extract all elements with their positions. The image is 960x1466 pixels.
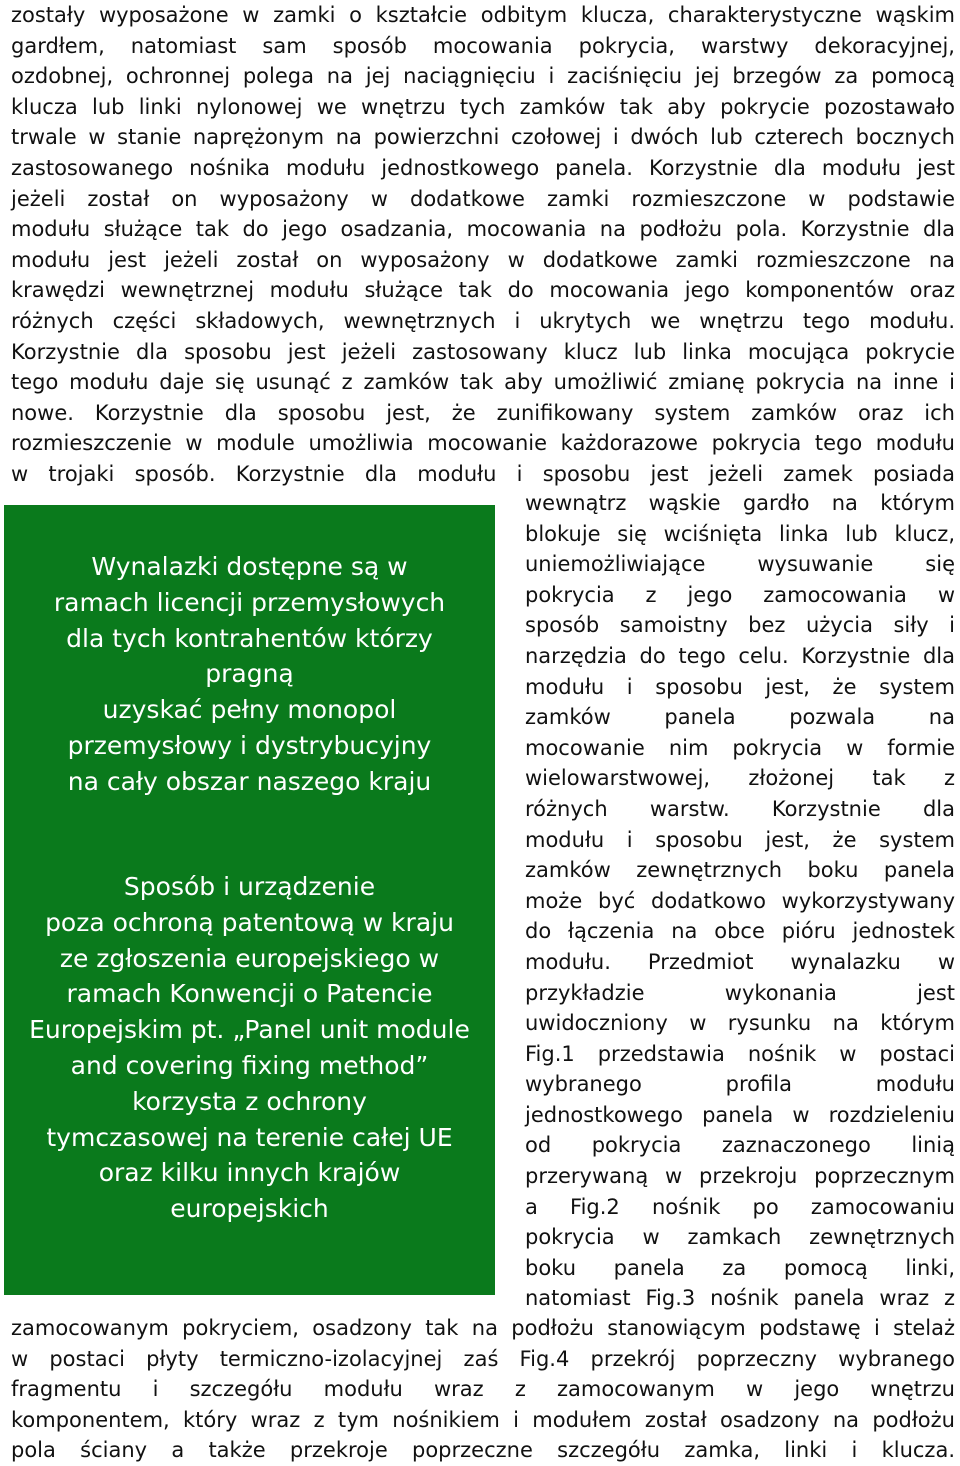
text-line: modułu. Przedmiot wynalazku w xyxy=(525,949,955,974)
text-line: zostały wyposażone w zamki o kształcie odbitym klucza, charakterystyczne wąskim xyxy=(11,3,955,27)
text-line: w trojaki sposób. Korzystnie dla modułu i sposobu jest jeżeli zamek posiada xyxy=(11,461,955,486)
notice-line: Sposób i urządzenie xyxy=(123,872,376,901)
text-line: nowe. Korzystnie dla sposobu jest, że zunifikowany system zamków oraz ich xyxy=(11,400,955,425)
text-line: może być dodatkowo wykorzystywany xyxy=(525,888,955,913)
text-line: różnych części składowych, wewnętrznych i ukrytych we wnętrzu tego modułu. xyxy=(11,308,955,333)
text-line: modułu jest jeżeli został on wyposażony w dodatkowe zamki rozmieszczone na xyxy=(11,247,955,272)
text-line: Korzystnie dla sposobu jest jeżeli zastosowany klucz lub linka mocująca pokrycie xyxy=(11,339,955,364)
notice-line: dla tych kontrahentów którzy xyxy=(66,623,433,653)
license-notice-box xyxy=(4,505,495,1295)
text-line: boku panela za pomocą linki, xyxy=(525,1255,955,1280)
text-line: modułu i sposobu jest, że system xyxy=(525,827,955,852)
text-line: gardłem, natomiast sam sposób mocowania pokrycia, warstwy dekoracyjnej, xyxy=(11,33,955,58)
text-line: a Fig.2 nośnik po zamocowaniu xyxy=(525,1194,955,1219)
text-line: natomiast Fig.3 nośnik panela wraz z xyxy=(525,1286,955,1311)
text-line: uniemożliwiające wysuwanie się xyxy=(525,552,955,577)
text-line: przerywaną w przekroju poprzecznym xyxy=(525,1164,955,1189)
notice-line: korzysta z ochrony xyxy=(132,1086,367,1116)
text-line: od pokrycia zaznaczonego linią xyxy=(525,1133,955,1158)
text-line: pola ściany a także przekroje poprzeczne szczegółu zamka, linki i klucza. xyxy=(11,1438,955,1463)
text-line: modułu i sposobu jest, że system xyxy=(525,674,955,699)
text-line: w postaci płyty termiczno-izolacyjnej zaś Fig.4 przekrój poprzeczny wybranego xyxy=(11,1346,955,1371)
text-line: zastosowanego nośnika modułu jednostkowego panela. Korzystnie dla modułu jest xyxy=(11,155,955,180)
text-line: ozdobnej, ochronnej polega na jej naciągnięciu i zaciśnięciu jej brzegów za pomocą xyxy=(11,64,955,89)
text-line: jednostkowego panela w rozdzieleniu xyxy=(525,1102,955,1127)
text-line: fragmentu i szczegółu modułu wraz z zamocowanym w jego wnętrzu xyxy=(11,1377,955,1402)
document-page xyxy=(11,0,955,490)
notice-line: ramach Konwencji o Patencie xyxy=(66,979,433,1009)
text-line: do łączenia na obce pióru jednostek xyxy=(525,919,955,944)
license-notice-text xyxy=(4,549,495,800)
text-line: Fig.1 przedstawia nośnik w postaci xyxy=(525,1041,955,1066)
notice-line: przemysłowy i dystrybucyjny xyxy=(67,730,432,760)
text-line: wewnątrz wąskie gardło na którym xyxy=(525,491,955,515)
text-line: mocowanie nim pokrycia w formie xyxy=(525,735,955,760)
patent-notice-text xyxy=(4,869,495,1227)
text-line: klucza lub linki nylonowej we wnętrzu tych zamków tak aby pokrycie pozostawało xyxy=(11,94,955,119)
notice-line: Wynalazki dostępne są w xyxy=(91,552,408,581)
text-line: narzędzia do tego celu. Korzystnie dla xyxy=(525,643,955,668)
text-line: pokrycia z jego zamocowania w xyxy=(525,582,955,607)
text-line: wybranego profila modułu xyxy=(525,1072,955,1097)
text-line: sposób samoistny bez użycia siły i xyxy=(525,613,955,638)
notice-line: europejskich xyxy=(170,1194,329,1224)
text-line: pokrycia w zamkach zewnętrznych xyxy=(525,1225,955,1250)
text-line: krawędzi wewnętrznej modułu służące tak do mocowania jego komponentów oraz xyxy=(11,278,955,303)
text-line: komponentem, który wraz z tym nośnikiem i modułem został osadzony na podłożu xyxy=(11,1407,955,1432)
text-line: modułu służące tak do jego osadzania, mocowania na podłożu pola. Korzystnie dla xyxy=(11,217,955,242)
text-line: jeżeli został on wyposażony w dodatkowe zamki rozmieszczone w podstawie xyxy=(11,186,955,211)
notice-line: na cały obszar naszego kraju xyxy=(67,766,432,796)
text-line: różnych warstw. Korzystnie dla xyxy=(525,796,955,821)
notice-line: ze zgłoszenia europejskiego w xyxy=(59,943,440,973)
bottom-paragraph xyxy=(11,1313,955,1466)
text-line: uwidoczniony w rysunku na którym xyxy=(525,1011,955,1036)
notice-line: tymczasowej na terenie całej UE xyxy=(46,1122,453,1152)
notice-line: oraz kilku innych krajów xyxy=(98,1158,401,1188)
text-line: zamocowanym pokryciem, osadzony tak na podłożu stanowiącym podstawę i stelaż xyxy=(11,1316,955,1340)
notice-line: poza ochroną patentową w kraju xyxy=(45,907,454,937)
side-column-paragraph xyxy=(525,488,955,1314)
top-paragraph xyxy=(11,0,955,490)
text-line: rozmieszczenie w module umożliwia mocowanie każdorazowe pokrycia tego modułu xyxy=(11,431,955,456)
text-line: zamków zewnętrznych boku panela xyxy=(525,858,955,883)
notice-line: uzyskać pełny monopol xyxy=(102,695,397,725)
text-line: tego modułu daje się usunąć z zamków tak aby umożliwić zmianę pokrycia na inne i xyxy=(11,370,955,395)
text-line: blokuje się wciśnięta linka lub klucz, xyxy=(525,521,955,546)
text-line: trwale w stanie naprężonym na powierzchni czołowej i dwóch lub czterech bocznych xyxy=(11,125,955,150)
text-line: przykładzie wykonania jest xyxy=(525,980,955,1005)
text-line: wielowarstwowej, złożonej tak z xyxy=(525,766,955,791)
notice-line: pragną xyxy=(205,659,294,689)
text-line: zamków panela pozwala na xyxy=(525,705,955,730)
notice-line: ramach licencji przemysłowych xyxy=(53,587,446,617)
notice-line: Europejskim pt. „Panel unit module xyxy=(29,1015,470,1045)
notice-line: and covering fixing method” xyxy=(70,1050,429,1080)
